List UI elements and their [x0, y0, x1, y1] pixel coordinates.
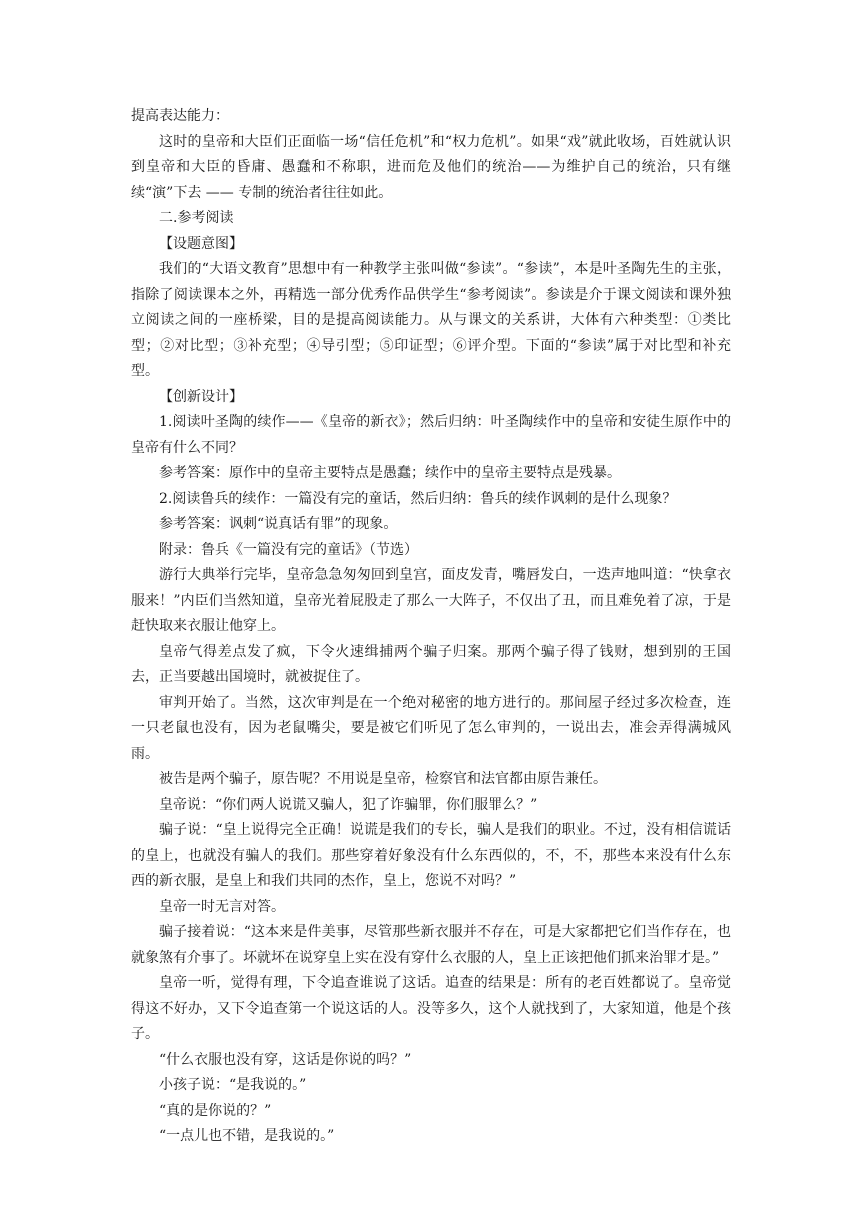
- subheading-design-intent: 【设题意图】: [159, 235, 243, 252]
- paragraph-2: 这时的皇帝和大臣们正面临一场“信任危机”和“权力危机”。如果“戏”就此收场，百姓就认识到皇帝和大臣的昏庸、愚蠢和不称职，进而危及他们的统治——为维护自己的统治，只有继续“演”下去 —— 专制的统治者往往如此。: [131, 133, 731, 201]
- paragraph-5: 我们的“大语文教育”思想中有一种教学主张叫做“参读”。“参读”，本是叶圣陶先生的主张，指除了阅读课本之外，再精选一部分优秀作品供学生“参考阅读”。参读是介于课文阅读和课外独立阅读之间的一座桥梁，目的是提高阅读能力。从与课文的关系讲，大体有六种类型：①类比型；②对比型；③补充型；④导引型；⑤印证型；⑥评介型。下面的“参读”属于对比型和补充型。: [131, 261, 731, 379]
- paragraph-13: 皇帝气得差点发了疯，下令火速缉捕两个骗子归案。那两个骗子得了钱财，想到别的王国去，正当要越出国境时，就被捉住了。: [131, 643, 731, 685]
- paragraph-16: 皇帝说：“你们两人说谎又骗人，犯了诈骗罪，你们服罪么？”: [159, 796, 538, 813]
- document-page: [131, 104, 731, 1150]
- paragraph-1: 提高表达能力：: [131, 108, 229, 124]
- question-1: 1.阅读叶圣陶的续作——《皇帝的新衣》；然后归纳：叶圣陶续作中的皇帝和安徒生原作中的皇帝有什么不同？: [131, 414, 731, 456]
- paragraph-12: 游行大典举行完毕，皇帝急急匆匆回到皇宫，面皮发青，嘴唇发白，一迭声地叫道：“快拿衣服来！”内臣们当然知道，皇帝光着屁股走了那么一大阵子，不仅出了丑，而且难免着了凉，于是赶快取来衣服让他穿上。: [131, 567, 731, 634]
- answer-2: 参考答案：讽刺“说真话有罪”的现象。: [159, 516, 398, 532]
- paragraph-21: “什么衣服也没有穿，这话是你说的吗？”: [159, 1051, 412, 1068]
- paragraph-18: 皇帝一时无言对答。: [159, 898, 285, 915]
- answer-1: 参考答案：原作中的皇帝主要特点是愚蠢；续作中的皇帝主要特点是残暴。: [159, 465, 621, 481]
- paragraph-15: 被告是两个骗子，原告呢？不用说是皇帝，检察官和法官都由原告兼任。: [159, 771, 607, 787]
- paragraph-19: 骗子接着说：“这本来是件美事，尽管那些新衣服并不存在，可是大家都把它们当作存在，也就象煞有介事了。坏就坏在说穿皇上实在没有穿什么衣服的人，皇上正该把他们抓来治罪才是。”: [131, 924, 731, 966]
- subheading-innovative-design: 【创新设计】: [159, 388, 243, 405]
- section-heading-reference-reading: 二.参考阅读: [159, 210, 234, 226]
- appendix-title: 附录：鲁兵《一篇没有完的童话》（节选）: [159, 541, 418, 558]
- paragraph-23: “真的是你说的？”: [159, 1102, 272, 1119]
- paragraph-17: 骗子说：“皇上说得完全正确！说谎是我们的专长，骗人是我们的职业。不过，没有相信谎话的皇上，也就没有骗人的我们。那些穿着好象没有什么东西似的，不，不，那些本来没有什么东西的新衣服，是皇上和我们共同的杰作，皇上，您说不对吗？”: [131, 822, 731, 889]
- paragraph-24: “一点儿也不错，是我说的。”: [159, 1128, 335, 1144]
- question-2: 2.阅读鲁兵的续作：一篇没有完的童话，然后归纳：鲁兵的续作讽刺的是什么现象？: [159, 490, 677, 507]
- paragraph-20: 皇帝一听，觉得有理，下令追查谁说了这话。追查的结果是：所有的老百姓都说了。皇帝觉得这不好办，又下令追查第一个说这话的人。没等多久，这个人就找到了，大家知道，他是个孩子。: [131, 975, 731, 1042]
- paragraph-14: 审判开始了。当然，这次审判是在一个绝对秘密的地方进行的。那间屋子经过多次检查，连一只老鼠也没有，因为老鼠嘴尖，要是被它们听见了怎么审判的，一说出去，准会弄得满城风雨。: [131, 694, 731, 762]
- paragraph-22: 小孩子说：“是我说的。”: [159, 1077, 307, 1093]
